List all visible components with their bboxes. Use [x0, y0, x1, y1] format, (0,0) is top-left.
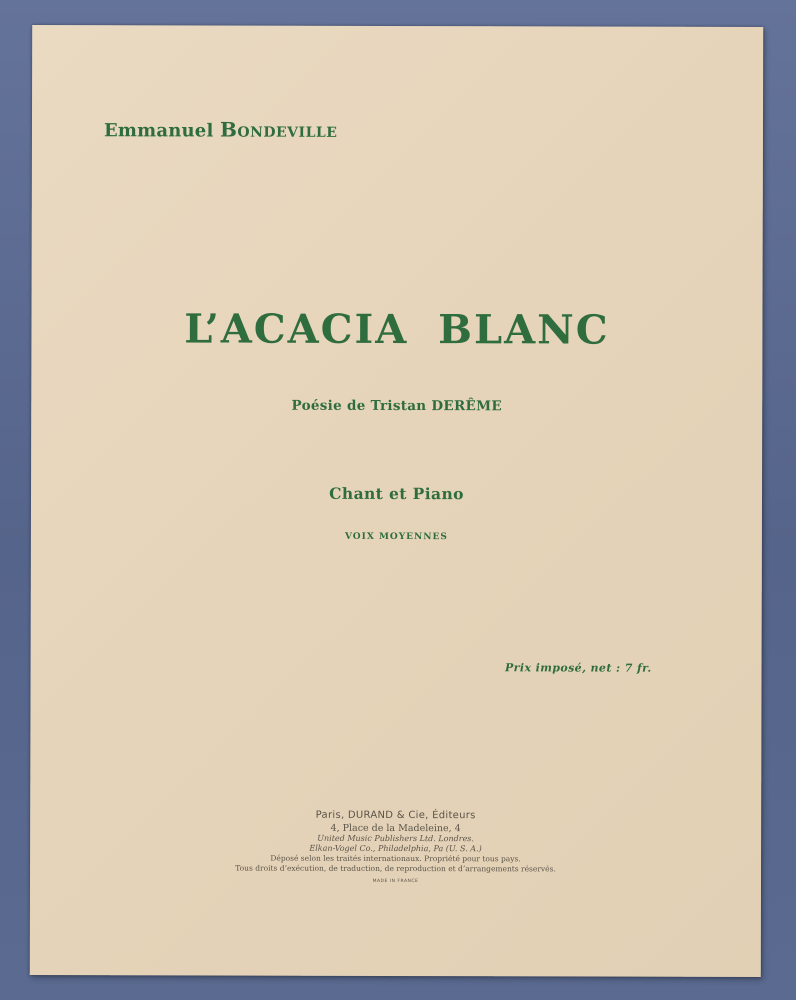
- poet-name: DERÊME: [431, 398, 503, 415]
- voice-type: VOIX MOYENNES: [344, 531, 448, 543]
- agent-london: United Music Publishers Ltd. Londres.: [317, 834, 474, 844]
- publisher-name: Paris, DURAND & Cie, Éditeurs: [315, 809, 476, 822]
- rights-notice-1: Déposé selon les traités internationaux. Propriété pour tous pays.: [270, 854, 521, 864]
- composer-last-name: Bondeville: [219, 117, 338, 142]
- rights-notice-2: Tous droits d’exécution, de traduction, de reproduction et d’arrangements réservés.: [235, 863, 556, 874]
- price: Prix imposé, net : 7 fr.: [504, 661, 652, 675]
- composer-first-name: Emmanuel: [103, 120, 214, 142]
- scoring: Chant et Piano: [329, 483, 464, 504]
- poet-prefix: Poésie de Tristan: [291, 397, 427, 415]
- composer-name: [104, 117, 338, 142]
- publisher-imprint: [30, 809, 761, 886]
- agent-philadelphia: Elkan-Vogel Co., Philadelphia, Pa (U. S. A.): [309, 844, 482, 854]
- publisher-address: 4, Place de la Madeleine, 4: [330, 822, 461, 834]
- sheet-music-cover: [30, 25, 763, 977]
- made-in-france: MADE IN FRANCE: [372, 879, 419, 885]
- work-title: L’ACACIA BLANC: [184, 305, 610, 354]
- poet-credit: [31, 397, 762, 415]
